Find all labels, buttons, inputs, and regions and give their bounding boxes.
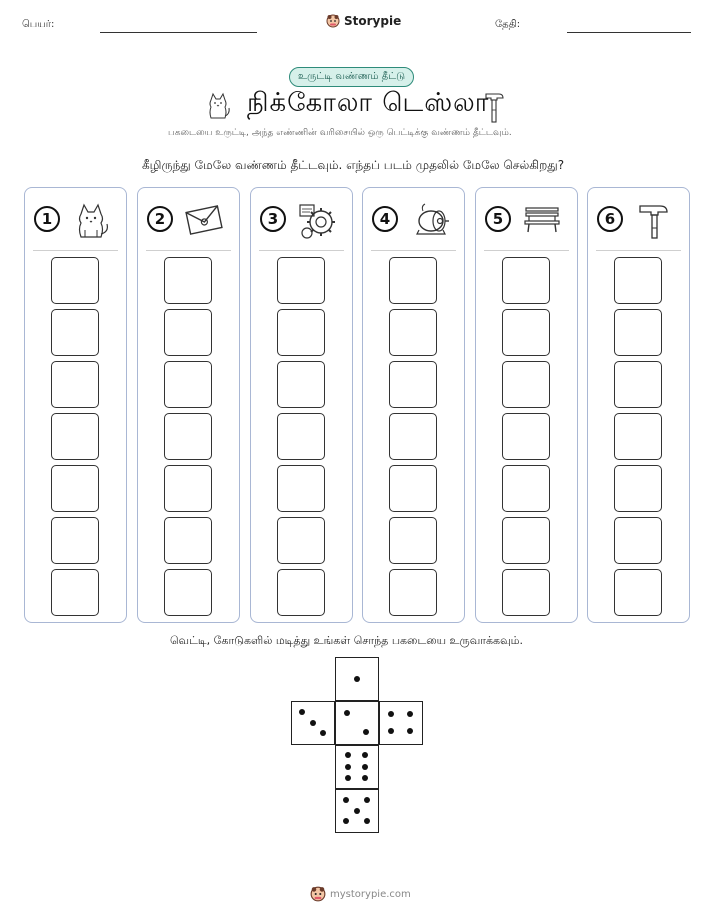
date-label: தேதி: xyxy=(495,19,521,30)
color-box[interactable] xyxy=(277,569,325,616)
color-box[interactable] xyxy=(164,257,212,304)
color-box[interactable] xyxy=(389,517,437,564)
dice-pip xyxy=(343,818,349,824)
envelope-icon xyxy=(184,200,224,240)
dice-pip xyxy=(354,808,360,814)
color-box[interactable] xyxy=(389,413,437,460)
column-5 xyxy=(475,187,578,623)
column-number: 5 xyxy=(485,206,511,232)
dice-pip xyxy=(407,711,413,717)
color-box[interactable] xyxy=(277,413,325,460)
column-number: 4 xyxy=(372,206,398,232)
color-box[interactable] xyxy=(51,361,99,408)
color-box[interactable] xyxy=(389,309,437,356)
dice-pip xyxy=(388,728,394,734)
color-box[interactable] xyxy=(51,569,99,616)
color-box[interactable] xyxy=(502,257,550,304)
color-box[interactable] xyxy=(502,309,550,356)
column-number: 3 xyxy=(260,206,286,232)
brand-logo xyxy=(326,14,401,28)
column-2 xyxy=(137,187,240,623)
footer xyxy=(310,886,411,902)
color-box[interactable] xyxy=(502,465,550,512)
color-box[interactable] xyxy=(164,569,212,616)
color-box[interactable] xyxy=(502,517,550,564)
color-box[interactable] xyxy=(277,361,325,408)
storypie-mascot-icon xyxy=(326,14,340,28)
page-title: நிக்கோலா டெஸ்லா xyxy=(247,88,490,118)
column-1 xyxy=(24,187,127,623)
dice-pip xyxy=(363,729,369,735)
column-divider xyxy=(259,250,344,251)
hammer-title-icon xyxy=(483,90,505,124)
electric-motor-icon xyxy=(409,200,449,240)
dice-pip xyxy=(344,710,350,716)
dice-pip xyxy=(345,764,351,770)
color-box[interactable] xyxy=(614,465,662,512)
dice-pip xyxy=(299,709,305,715)
date-field[interactable] xyxy=(567,32,691,33)
color-box[interactable] xyxy=(389,569,437,616)
dice-pip xyxy=(320,730,326,736)
dice-pip xyxy=(407,728,413,734)
column-divider xyxy=(484,250,569,251)
gears-device-icon xyxy=(297,200,337,240)
cat-title-icon xyxy=(205,92,231,122)
dice-pip xyxy=(354,676,360,682)
dice-pip xyxy=(388,711,394,717)
color-box[interactable] xyxy=(614,517,662,564)
dice-face-6 xyxy=(335,745,379,789)
color-box[interactable] xyxy=(389,361,437,408)
footer-url[interactable]: mystorypie.com xyxy=(330,888,411,900)
color-box[interactable] xyxy=(51,257,99,304)
dice-pip xyxy=(310,720,316,726)
cat-icon xyxy=(71,200,111,240)
column-3 xyxy=(250,187,353,623)
dice-pip xyxy=(343,797,349,803)
question: கீழிருந்து மேலே வண்ணம் தீட்டவும். எந்தப் படம் முதலில் மேலே செல்கிறது? xyxy=(142,158,565,172)
color-box[interactable] xyxy=(277,257,325,304)
color-box[interactable] xyxy=(614,257,662,304)
dice-pip xyxy=(362,764,368,770)
column-divider xyxy=(146,250,231,251)
column-4 xyxy=(362,187,465,623)
hammer-icon xyxy=(634,200,674,240)
dice-face-3 xyxy=(291,701,335,745)
color-box[interactable] xyxy=(51,465,99,512)
column-divider xyxy=(371,250,456,251)
column-divider xyxy=(596,250,681,251)
column-divider xyxy=(33,250,118,251)
dice-face-4 xyxy=(379,701,423,745)
dice-pip xyxy=(362,775,368,781)
dice-pip xyxy=(364,797,370,803)
dice-pip xyxy=(364,818,370,824)
color-box[interactable] xyxy=(277,465,325,512)
color-box[interactable] xyxy=(277,309,325,356)
dice-pip xyxy=(362,752,368,758)
column-number: 2 xyxy=(147,206,173,232)
column-number: 6 xyxy=(597,206,623,232)
color-box[interactable] xyxy=(389,465,437,512)
color-box[interactable] xyxy=(51,309,99,356)
color-box[interactable] xyxy=(164,413,212,460)
dice-pip xyxy=(345,775,351,781)
name-field[interactable] xyxy=(100,32,257,33)
color-box[interactable] xyxy=(389,257,437,304)
color-box[interactable] xyxy=(502,413,550,460)
color-box[interactable] xyxy=(614,569,662,616)
dice-face-1 xyxy=(335,657,379,701)
color-box[interactable] xyxy=(614,413,662,460)
color-box[interactable] xyxy=(51,413,99,460)
storypie-mascot-icon xyxy=(310,886,326,902)
column-number: 1 xyxy=(34,206,60,232)
subtitle: பகடையை உருட்டி, அந்த எண்ணின் வரிசையில் ஒரு பெட்டிக்கு வண்ணம் தீட்டவும். xyxy=(168,128,512,138)
name-label: பெயர்: xyxy=(22,19,55,30)
color-box[interactable] xyxy=(164,309,212,356)
color-box[interactable] xyxy=(614,309,662,356)
color-box[interactable] xyxy=(502,569,550,616)
dice-face-2 xyxy=(335,701,379,745)
color-box[interactable] xyxy=(164,361,212,408)
color-box[interactable] xyxy=(502,361,550,408)
dice-instruction: வெட்டி, கோடுகளில் மடித்து உங்கள் சொந்த பகடையை உருவாக்கவும். xyxy=(170,634,523,647)
activity-pill: உருட்டி வண்ணம் தீட்டு xyxy=(289,67,414,87)
column-6 xyxy=(587,187,690,623)
bench-icon xyxy=(522,200,562,240)
color-box[interactable] xyxy=(51,517,99,564)
color-box[interactable] xyxy=(164,517,212,564)
brand-name: Storypie xyxy=(344,14,402,28)
dice-pip xyxy=(345,752,351,758)
color-box[interactable] xyxy=(164,465,212,512)
dice-face-5 xyxy=(335,789,379,833)
color-box[interactable] xyxy=(277,517,325,564)
color-box[interactable] xyxy=(614,361,662,408)
